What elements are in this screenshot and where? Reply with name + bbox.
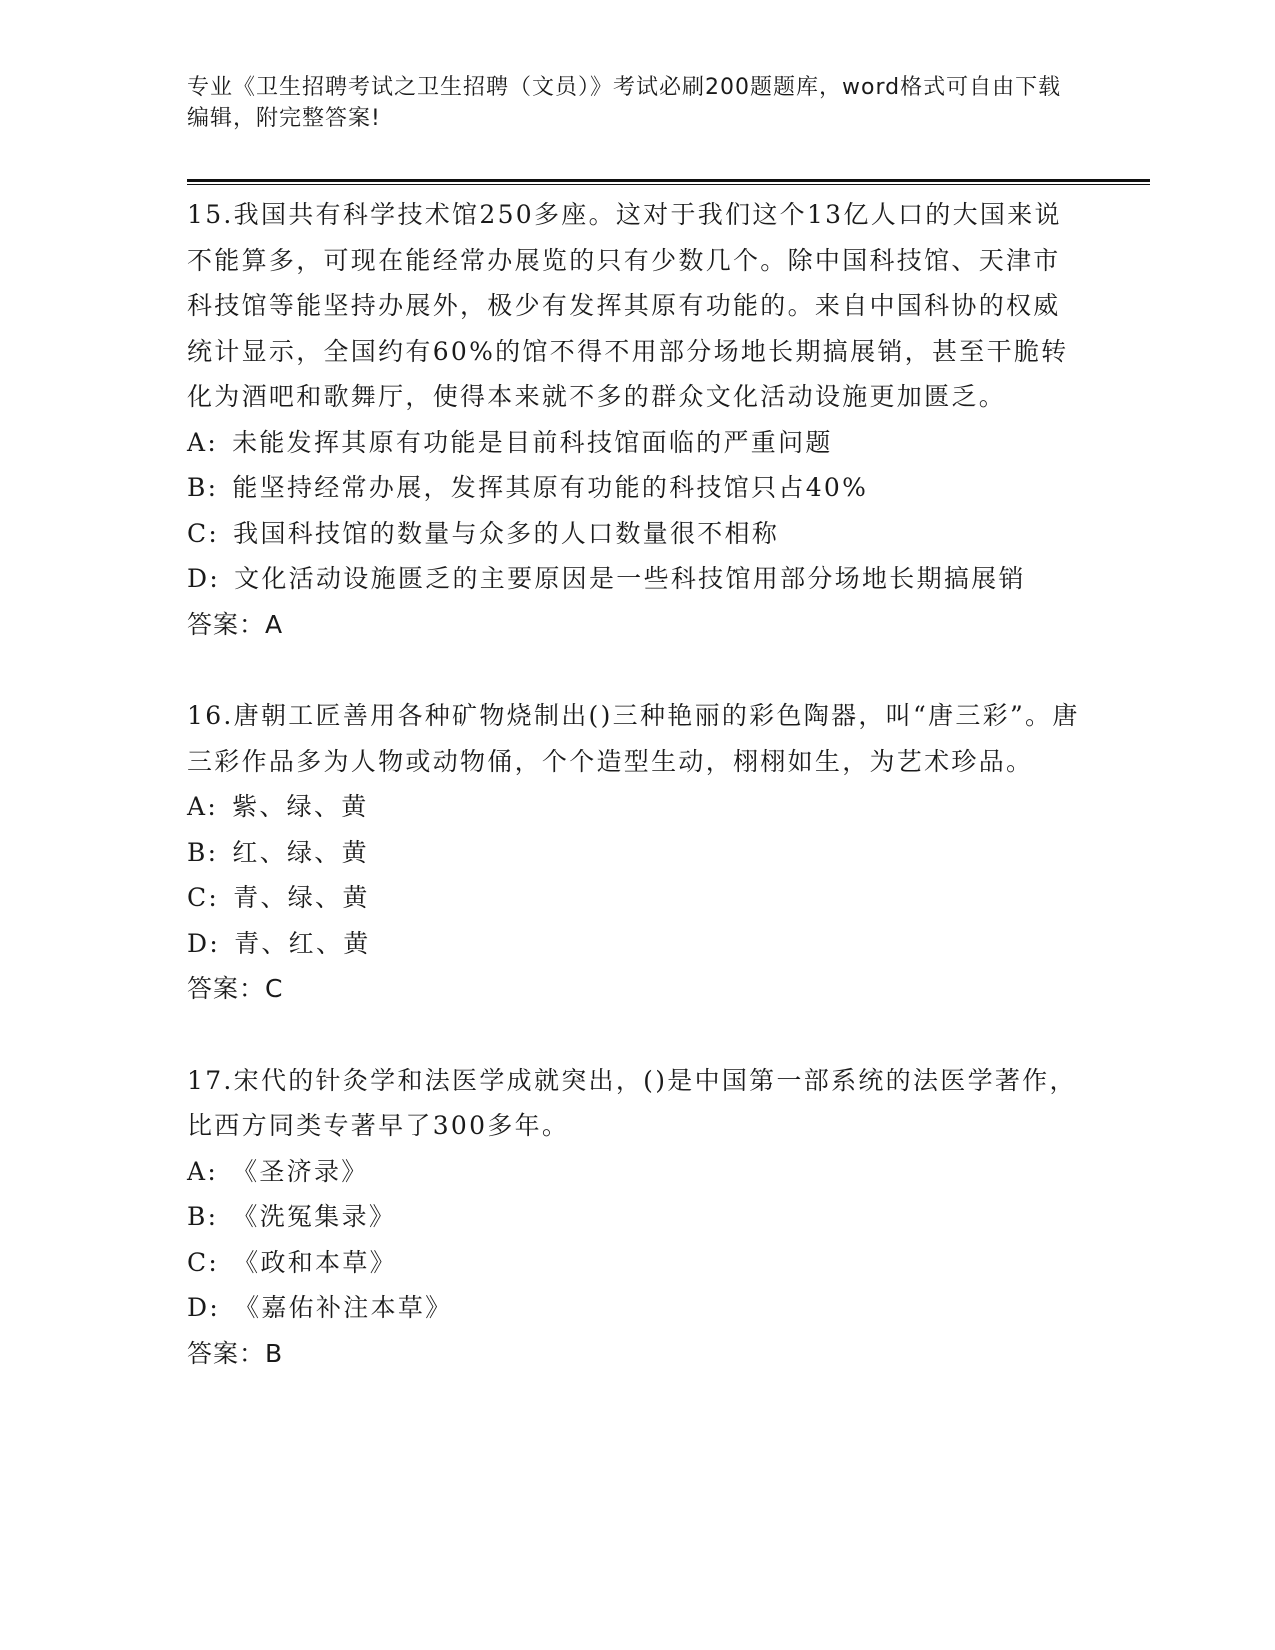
option-text: 能坚持经常办展，发挥其原有功能的科技馆只占40% bbox=[232, 473, 869, 502]
option-letter: A: bbox=[187, 792, 219, 821]
option-letter: C: bbox=[187, 1247, 220, 1277]
question-stem: 15.我国共有科学技术馆250多座。这对于我们这个13亿人口的大国来说不能算多，可现在能经常办展览的只有少数几个。除中国科技馆、天津市科技馆等能坚持办展外，极少有发挥其原有功能的。来自中国科协的权威统计显示，全国约有60%的馆不得不用部分场地长期搞展销，甚至干脆转化为酒吧和歌舞厅，使得本来就不多的群众文化活动设施更加匮乏。 bbox=[187, 200, 1069, 411]
option-text: 《洗冤集录》 bbox=[232, 1202, 397, 1231]
question-15 bbox=[187, 192, 1087, 647]
option-letter: D: bbox=[187, 1293, 221, 1322]
option-letter: B: bbox=[187, 1202, 219, 1231]
question-stem: 17.宋代的针灸学和法医学成就突出，()是中国第一部系统的法医学著作，比西方同类专著早了300多年。 bbox=[187, 1065, 1077, 1140]
option-letter: A: bbox=[187, 427, 219, 457]
option-text: 未能发挥其原有功能是目前科技馆面临的严重问题 bbox=[232, 427, 833, 457]
option-c bbox=[187, 875, 1087, 921]
answer-label: 答案：B bbox=[187, 1338, 284, 1368]
question-stem: 16.唐朝工匠善用各种矿物烧制出()三种艳丽的彩色陶器，叫“唐三彩”。唐三彩作品多为人物或动物俑，个个造型生动，栩栩如生，为艺术珍品。 bbox=[187, 701, 1080, 776]
option-b bbox=[187, 830, 1087, 876]
answer-label: 答案：C bbox=[187, 974, 284, 1003]
option-letter: D: bbox=[187, 928, 221, 958]
option-letter: D: bbox=[187, 564, 221, 593]
option-d bbox=[187, 921, 1087, 967]
option-b bbox=[187, 1194, 1087, 1240]
option-text: 红、绿、黄 bbox=[232, 837, 369, 867]
question-16 bbox=[187, 693, 1087, 1012]
option-text: 文化活动设施匮乏的主要原因是一些科技馆用部分场地长期搞展销 bbox=[234, 564, 1026, 593]
question-17 bbox=[187, 1058, 1087, 1377]
option-text: 《嘉佑补注本草》 bbox=[234, 1293, 453, 1322]
option-letter: B: bbox=[187, 837, 219, 867]
option-b bbox=[187, 465, 1087, 511]
option-text: 青、绿、黄 bbox=[233, 883, 370, 912]
option-a bbox=[187, 784, 1087, 830]
option-letter: A: bbox=[187, 1156, 219, 1186]
answer-label: 答案：A bbox=[187, 609, 284, 639]
option-d bbox=[187, 556, 1087, 602]
option-letter: C: bbox=[187, 883, 220, 912]
header-divider bbox=[187, 179, 1150, 182]
header-divider-thin bbox=[187, 184, 1150, 185]
question-list bbox=[187, 192, 1087, 1376]
option-text: 青、红、黄 bbox=[234, 928, 371, 958]
option-a bbox=[187, 420, 1087, 466]
option-letter: C: bbox=[187, 518, 220, 548]
option-text: 紫、绿、黄 bbox=[232, 792, 369, 821]
option-text: 我国科技馆的数量与众多的人口数量很不相称 bbox=[233, 518, 780, 548]
option-letter: B: bbox=[187, 473, 219, 502]
document-header: 专业《卫生招聘考试之卫生招聘（文员）》考试必刷200题题库，word格式可自由下载编辑，附完整答案! bbox=[187, 75, 1062, 131]
option-c bbox=[187, 511, 1087, 557]
option-d bbox=[187, 1285, 1087, 1331]
option-a bbox=[187, 1149, 1087, 1195]
option-text: 《圣济录》 bbox=[232, 1156, 369, 1186]
option-text: 《政和本草》 bbox=[233, 1247, 397, 1277]
option-c bbox=[187, 1240, 1087, 1286]
